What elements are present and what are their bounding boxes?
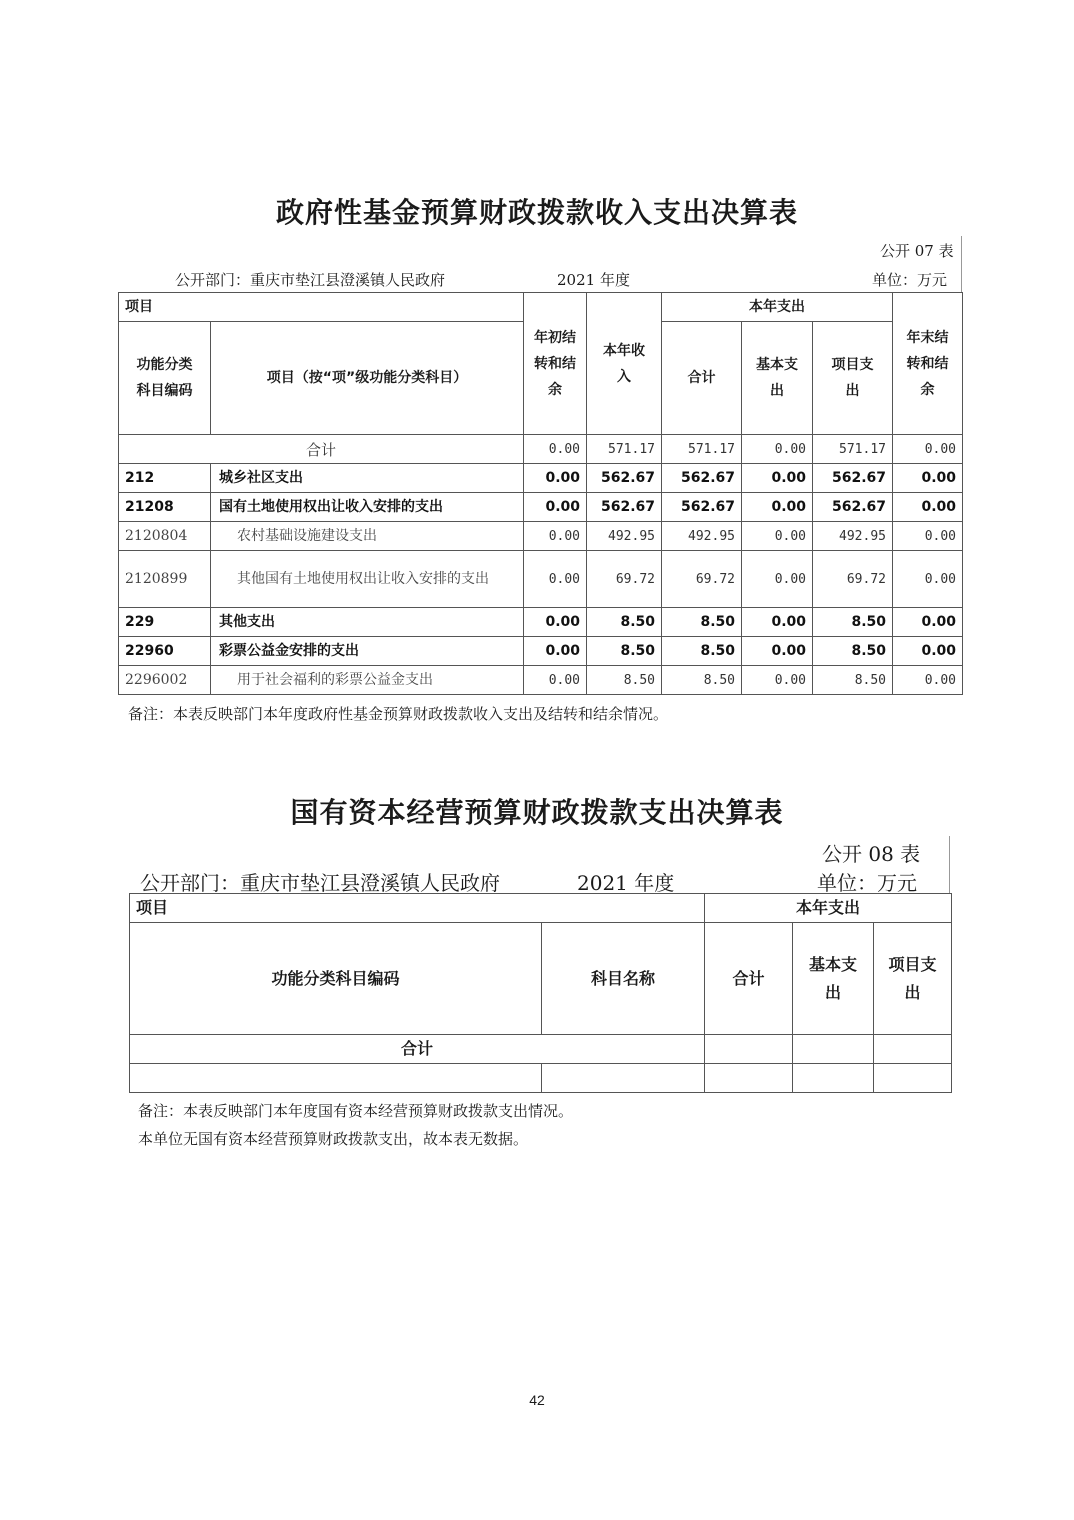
cell-code [130, 1064, 542, 1093]
table-row [119, 493, 963, 522]
cell-code: 22960 [119, 637, 211, 666]
cell-name: 其他支出 [211, 608, 524, 637]
table-row [119, 464, 963, 493]
table2-department: 公开部门：重庆市垫江县澄溪镇人民政府 [140, 871, 500, 895]
cell-total: 8.50 [662, 637, 742, 666]
header-total: 合计 [705, 923, 793, 1035]
header-end-balance: 年末结转和结余 [893, 293, 963, 435]
cell-basic: 0.00 [742, 493, 813, 522]
table-row [119, 637, 963, 666]
header-project: 项目 [119, 293, 524, 322]
cell-total: 562.67 [662, 493, 742, 522]
cell-begin: 0.00 [524, 666, 587, 695]
cell-end: 0.00 [893, 522, 963, 551]
table1 [118, 292, 963, 695]
header-proj: 项目支出 [874, 923, 952, 1035]
cell-basic [793, 1064, 874, 1093]
table1-header-edge [961, 236, 962, 292]
cell-end: 0.00 [893, 551, 963, 608]
cell-proj [874, 1035, 952, 1064]
table1-year: 2021 年度 [557, 271, 630, 289]
header-proj: 项目支出 [813, 322, 893, 435]
cell-income: 571.17 [587, 435, 662, 464]
cell-begin: 0.00 [524, 464, 587, 493]
table2-note-nodata: 本单位无国有资本经营预算财政拨款支出，故本表无数据。 [138, 1130, 529, 1148]
header-income: 本年收入 [587, 293, 662, 435]
cell-code: 212 [119, 464, 211, 493]
header-project: 项目 [130, 894, 705, 923]
table-row [119, 522, 963, 551]
header-begin-balance: 年初结转和结余 [524, 293, 587, 435]
cell-income: 69.72 [587, 551, 662, 608]
cell-code: 2296002 [119, 666, 211, 695]
cell-begin: 0.00 [524, 637, 587, 666]
table1-note: 备注：本表反映部门本年度政府性基金预算财政拨款收入支出及结转和结余情况。 [128, 705, 669, 723]
total-label: 合计 [119, 435, 524, 464]
table2-year: 2021 年度 [577, 871, 675, 895]
cell-total: 69.72 [662, 551, 742, 608]
cell-proj: 571.17 [813, 435, 893, 464]
header-code: 功能分类科目编码 [119, 322, 211, 435]
cell-proj: 8.50 [813, 637, 893, 666]
cell-begin: 0.00 [524, 608, 587, 637]
header-basic: 基本支出 [742, 322, 813, 435]
cell-proj: 8.50 [813, 608, 893, 637]
cell-end: 0.00 [893, 435, 963, 464]
cell-code: 21208 [119, 493, 211, 522]
cell-total: 571.17 [662, 435, 742, 464]
table2 [129, 893, 952, 1093]
cell-end: 0.00 [893, 666, 963, 695]
cell-begin: 0.00 [524, 551, 587, 608]
table-row [119, 666, 963, 695]
page-number: 42 [529, 1392, 545, 1408]
cell-total [705, 1064, 793, 1093]
cell-total [705, 1035, 793, 1064]
cell-income: 562.67 [587, 464, 662, 493]
cell-income: 8.50 [587, 608, 662, 637]
cell-income: 8.50 [587, 666, 662, 695]
cell-income: 562.67 [587, 493, 662, 522]
cell-name: 用于社会福利的彩票公益金支出 [211, 666, 524, 695]
header-code: 功能分类科目编码 [130, 923, 542, 1035]
header-total: 合计 [662, 322, 742, 435]
table-row-total [130, 1035, 952, 1064]
cell-begin: 0.00 [524, 435, 587, 464]
cell-basic: 0.00 [742, 464, 813, 493]
cell-end: 0.00 [893, 464, 963, 493]
cell-end: 0.00 [893, 608, 963, 637]
header-expense-group: 本年支出 [662, 293, 893, 322]
cell-end: 0.00 [893, 493, 963, 522]
total-label: 合计 [130, 1035, 705, 1064]
cell-name: 彩票公益金安排的支出 [211, 637, 524, 666]
cell-end: 0.00 [893, 637, 963, 666]
table2-title: 国有资本经营预算财政拨款支出决算表 [290, 796, 784, 829]
table1-department: 公开部门：重庆市垫江县澄溪镇人民政府 [175, 271, 446, 289]
cell-name: 其他国有土地使用权出让收入安排的支出 [211, 551, 524, 608]
cell-basic: 0.00 [742, 666, 813, 695]
cell-basic: 0.00 [742, 551, 813, 608]
cell-proj: 562.67 [813, 464, 893, 493]
table1-number: 公开 07 表 [880, 242, 954, 260]
cell-basic: 0.00 [742, 522, 813, 551]
table-row [119, 608, 963, 637]
header-basic: 基本支出 [793, 923, 874, 1035]
cell-name: 国有土地使用权出让收入安排的支出 [211, 493, 524, 522]
cell-total: 492.95 [662, 522, 742, 551]
table2-header-edge [949, 836, 950, 893]
cell-basic: 0.00 [742, 608, 813, 637]
cell-name: 城乡社区支出 [211, 464, 524, 493]
table-row-total [119, 435, 963, 464]
header-expense-group: 本年支出 [705, 894, 952, 923]
cell-proj [874, 1064, 952, 1093]
cell-basic: 0.00 [742, 435, 813, 464]
table-row [130, 1064, 952, 1093]
cell-begin: 0.00 [524, 522, 587, 551]
table2-note: 备注：本表反映部门本年度国有资本经营预算财政拨款支出情况。 [138, 1102, 574, 1120]
table2-unit: 单位：万元 [817, 871, 917, 895]
cell-total: 562.67 [662, 464, 742, 493]
table1-unit: 单位：万元 [872, 271, 948, 289]
cell-total: 8.50 [662, 666, 742, 695]
cell-proj: 492.95 [813, 522, 893, 551]
cell-name: 农村基础设施建设支出 [211, 522, 524, 551]
cell-basic: 0.00 [742, 637, 813, 666]
cell-code: 229 [119, 608, 211, 637]
cell-proj: 8.50 [813, 666, 893, 695]
cell-total: 8.50 [662, 608, 742, 637]
cell-code: 2120804 [119, 522, 211, 551]
table-row [119, 551, 963, 608]
table2-number: 公开 08 表 [822, 842, 921, 866]
cell-proj: 562.67 [813, 493, 893, 522]
header-name: 科目名称 [542, 923, 705, 1035]
cell-code: 2120899 [119, 551, 211, 608]
cell-name [542, 1064, 705, 1093]
cell-proj: 69.72 [813, 551, 893, 608]
table1-title: 政府性基金预算财政拨款收入支出决算表 [275, 196, 798, 229]
cell-income: 492.95 [587, 522, 662, 551]
cell-basic [793, 1035, 874, 1064]
cell-begin: 0.00 [524, 493, 587, 522]
cell-income: 8.50 [587, 637, 662, 666]
header-name: 项目（按“项”级功能分类科目） [211, 322, 524, 435]
